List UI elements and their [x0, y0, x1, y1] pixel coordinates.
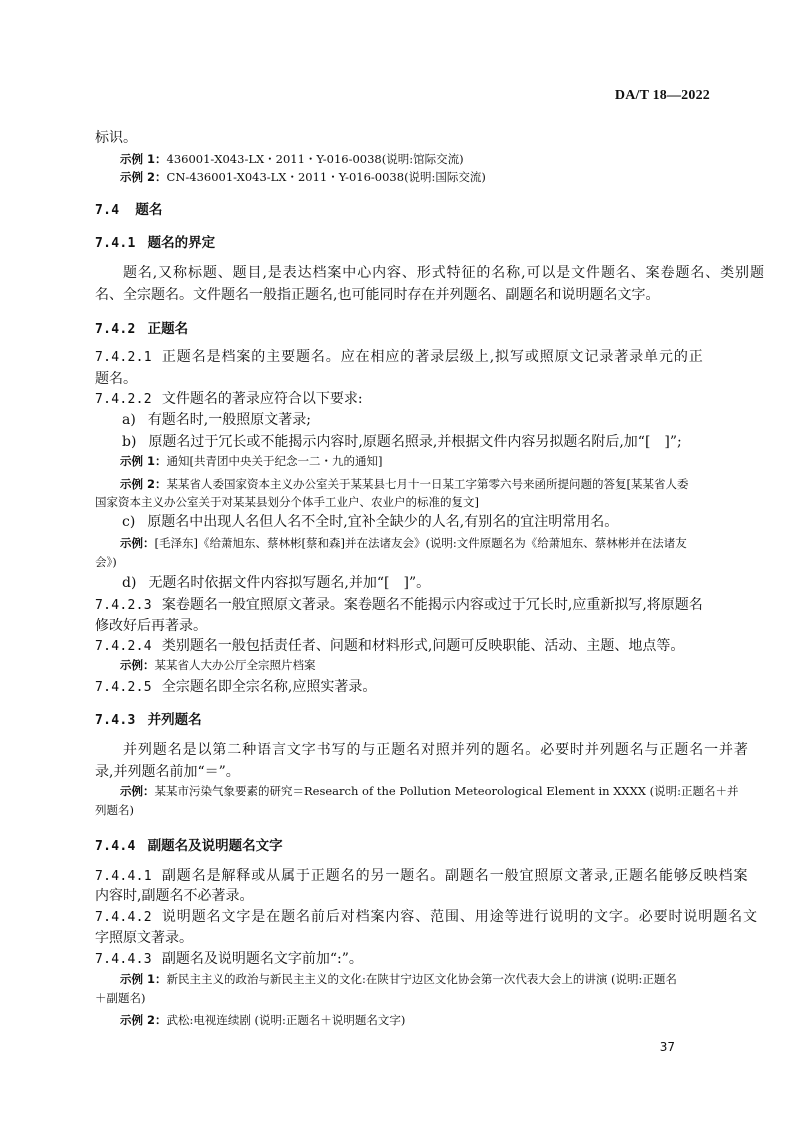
- clause-text: 案卷题名一般宜照原文著录。案卷题名不能揭示内容或过于冗长时,应重新拟写,将原题名: [161, 597, 703, 613]
- section-title: 并列题名: [147, 712, 202, 728]
- example-text: 436001-X043-LX・2011・Y-016-0038(说明:馆际交流): [166, 152, 464, 166]
- clause-7-4-2-4: [95, 636, 684, 657]
- example-text: 某某省人大办公厅全宗照片档案: [154, 658, 316, 672]
- list-text: 原题名过于冗长或不能揭示内容时,原题名照录,并根据文件内容另拟题名附后,加“[ ]”;: [148, 434, 682, 450]
- paragraph-line: 题名。: [95, 371, 137, 387]
- list-text: 有题名时,一般照原文著录;: [147, 412, 311, 428]
- list-marker: b): [122, 434, 137, 450]
- example-continuation: 会》): [95, 555, 117, 569]
- example-label: 示例：: [120, 658, 155, 672]
- list-item-c: [122, 512, 618, 532]
- clause-7-4-2-1: [95, 347, 704, 368]
- clause-7-4-2-3: [95, 595, 703, 616]
- clause-7-4-2-2: [95, 389, 363, 410]
- example-line: [120, 452, 383, 470]
- clause-number: 7.4.2.3: [95, 598, 152, 613]
- section-title: 题名的界定: [147, 235, 216, 251]
- clause-number: 7.4.2.2: [95, 392, 152, 407]
- clause-number: 7.4.2.4: [95, 639, 152, 654]
- example-continuation: 列题名): [95, 803, 134, 817]
- example-continuation: ＋副题名): [95, 991, 146, 1005]
- clause-text: 文件题名的著录应符合以下要求:: [161, 391, 363, 407]
- paragraph-line: 录,并列题名前加“＝”。: [95, 764, 240, 780]
- paragraph-line: 字照原文著录。: [95, 930, 193, 946]
- example-label: 示例 1：: [120, 972, 167, 986]
- clause-7-4-2-5: [95, 677, 376, 698]
- section-number: 7.4.4: [95, 839, 136, 854]
- section-title: 正题名: [147, 321, 189, 337]
- clause-number: 7.4.4.1: [95, 869, 152, 884]
- example-text: 通知[共青团中央关于纪念一二・九的通知]: [166, 454, 383, 468]
- clause-number: 7.4.4.2: [95, 910, 152, 925]
- example-line: [120, 656, 316, 674]
- clause-7-4-4-2: [95, 907, 758, 928]
- section-number: 7.4.1: [95, 236, 136, 251]
- paragraph-line: 修改好后再著录。: [95, 618, 207, 634]
- clause-text: 副题名及说明题名文字前加“:”。: [161, 951, 363, 967]
- clause-text: 副题名是解释或从属于正题名的另一题名。副题名一般宜照原文著录,正题名能够反映档案: [161, 868, 749, 884]
- clause-text: 类别题名一般包括责任者、问题和材料形式,问题可反映职能、活动、主题、地点等。: [161, 638, 685, 654]
- section-heading-7-4-4: [95, 834, 283, 854]
- list-text: 原题名中出现人名但人名不全时,宜补全缺少的人名,有别名的宜注明常用名。: [147, 514, 619, 530]
- example-text: 某某市污染气象要素的研究＝Research of the Pollution Meteorological Element in XXXX (说明:正题名＋并: [154, 784, 739, 798]
- section-title: 副题名及说明题名文字: [147, 838, 283, 854]
- clause-7-4-4-1: [95, 866, 748, 887]
- section-heading-7-4: [95, 198, 162, 218]
- example-text: 某某省人委国家资本主义办公室关于某某县七月十一日某工字第零六号来函所提问题的答复[某某省人委: [166, 477, 689, 491]
- example-text: 新民主主义的政治与新民主主义的文化:在陕甘宁边区文化协会第一次代表大会上的讲演 (说明:正题名: [166, 972, 677, 986]
- section-number: 7.4: [95, 203, 120, 218]
- example-text: CN-436001-X043-LX・2011・Y-016-0038(说明:国际交流): [166, 170, 486, 184]
- list-marker: c): [122, 514, 136, 530]
- example-label: 示例 2：: [120, 1013, 167, 1027]
- example-text: 武松:电视连续剧 (说明:正题名＋说明题名文字): [166, 1013, 406, 1027]
- paragraph-line: 并列题名是以第二种语言文字书写的与正题名对照并列的题名。必要时并列题名与正题名一并著: [123, 742, 749, 758]
- clause-text: 说明题名文字是在题名前后对档案内容、范围、用途等进行说明的文字。必要时说明题名文: [161, 909, 758, 925]
- example-label: 示例 1：: [120, 152, 167, 166]
- example-line: [120, 534, 687, 552]
- example-label: 示例 2：: [120, 477, 167, 491]
- example-label: 示例：: [120, 536, 155, 550]
- example-label: 示例 1：: [120, 454, 167, 468]
- list-item-a: [122, 410, 311, 430]
- list-marker: d): [122, 575, 137, 591]
- example-line: [120, 1011, 405, 1029]
- list-marker: a): [122, 412, 136, 428]
- standard-code-header: DA/T 18—2022: [614, 88, 710, 103]
- section-number: 7.4.3: [95, 713, 136, 728]
- clause-number: 7.4.2.5: [95, 680, 152, 695]
- page-number: 37: [659, 1040, 675, 1054]
- list-item-b: [122, 432, 682, 452]
- clause-number: 7.4.2.1: [95, 350, 152, 365]
- example-line: [120, 168, 486, 186]
- section-number: 7.4.2: [95, 322, 136, 337]
- clause-text: 全宗题名即全宗名称,应照实著录。: [161, 679, 377, 695]
- section-heading-7-4-1: [95, 231, 215, 251]
- paragraph-line: 题名,又称标题、题目,是表达档案中心内容、形式特征的名称,可以是文件题名、案卷题名、类别题: [123, 265, 765, 281]
- example-text: [毛泽东]《给萧旭东、蔡林彬[蔡和森]并在法诸友会》(说明:文件原题名为《给萧旭东、蔡林彬并在法诸友: [154, 536, 687, 550]
- example-line: [120, 970, 677, 988]
- clause-7-4-4-3: [95, 949, 363, 970]
- paragraph-line: 名、全宗题名。文件题名一般指正题名,也可能同时存在并列题名、副题名和说明题名文字。: [95, 287, 660, 303]
- example-line: [120, 782, 739, 800]
- list-text: 无题名时依据文件内容拟写题名,并加“[ ]”。: [148, 575, 431, 591]
- example-continuation: 国家资本主义办公室关于对某某县划分个体手工业户、农业户的标准的复文]: [95, 495, 479, 509]
- section-title: 题名: [135, 202, 163, 218]
- example-label: 示例 2：: [120, 170, 167, 184]
- section-heading-7-4-3: [95, 708, 202, 728]
- paragraph-continuation: 标识。: [95, 130, 137, 146]
- section-heading-7-4-2: [95, 317, 188, 337]
- clause-number: 7.4.4.3: [95, 952, 152, 967]
- example-label: 示例：: [120, 784, 155, 798]
- example-line: [120, 150, 464, 168]
- example-line: [120, 475, 689, 493]
- clause-text: 正题名是档案的主要题名。应在相应的著录层级上,拟写或照原文记录著录单元的正: [161, 349, 704, 365]
- list-item-d: [122, 573, 430, 593]
- paragraph-line: 内容时,副题名不必著录。: [95, 888, 254, 904]
